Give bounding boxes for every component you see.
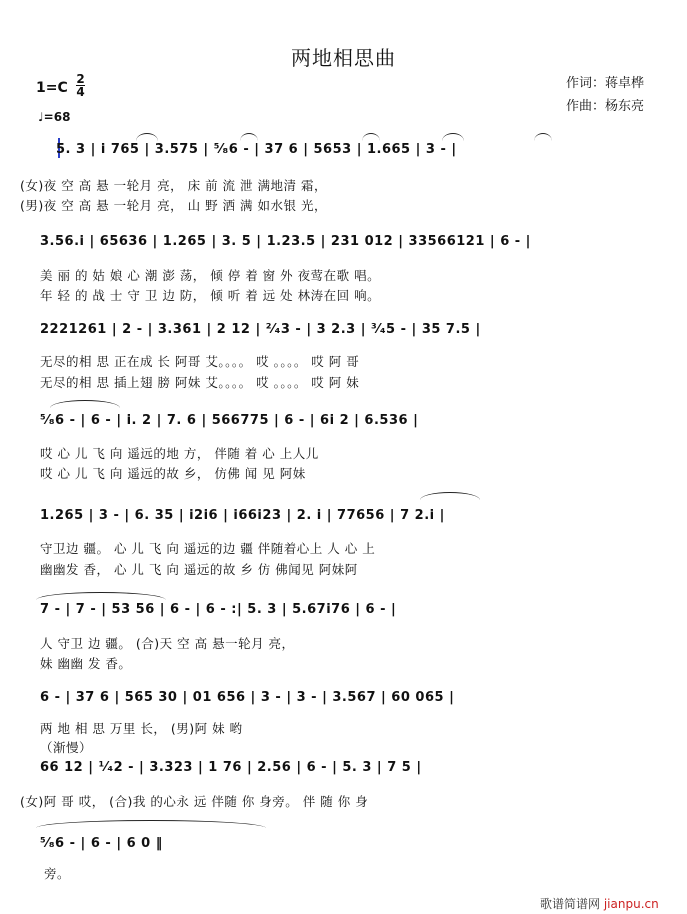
time-sig-bottom: 4 (76, 85, 85, 99)
notes-system-8: 66 12 | ¹⁄₄2 - | 3.323 | 1 76 | 2.56 | 6 - | 5. 3 | 7 5 | (40, 760, 422, 775)
lyricist-credit: 作词：蒋卓桦 (566, 76, 645, 91)
lyrics-system-4-line-1: 哎 心 儿 飞 向 遥远的地 方， 伴随 着 心 上人儿 (40, 446, 319, 461)
lyrics-system-5-line-1: 守卫边 疆。 心 儿 飞 向 遥远的边 疆 伴随着心上 人 心 上 (40, 541, 376, 556)
slur-mark (36, 592, 166, 600)
slur-mark (240, 133, 258, 141)
lyrics-system-5-line-2: 幽幽发 香， 心 儿 飞 向 遥远的故 乡 仿 佛闻见 阿妹阿 (40, 562, 358, 577)
lyrics-system-9-line-1: 旁。 (44, 866, 71, 881)
lyrics-system-1-line-1: (女)夜 空 高 悬 一轮月 亮， 床 前 流 泄 满地清 霜， (20, 178, 327, 193)
slur-mark (442, 133, 464, 141)
lyrics-system-7-line-1: 两 地 相 思 万里 长， (男)阿 妹 哟 (40, 721, 243, 736)
time-sig-top: 2 (76, 72, 85, 86)
notes-system-6: 7 - | 7 - | 53 56 | 6 - | 6 - :| 5. 3 | 5.67i76 | 6 - | (40, 602, 397, 617)
notes-system-9: ⁵⁄₈6 - | 6 - | 6 0 ‖ (40, 836, 163, 851)
notes-system-3: 2221261 | 2 - | 3.361 | 2 12 | ²⁄₄3 - | 3 2.3 | ³⁄₄5 - | 35 7.5 | (40, 322, 481, 337)
slur-mark (36, 820, 266, 828)
lyrics-system-6-line-1: 人 守卫 边 疆。 (合)天 空 高 悬一轮月 亮， (40, 636, 295, 651)
song-title: 两地相思曲 (291, 46, 396, 70)
notes-system-2: 3.56.i | 65636 | 1.265 | 3. 5 | 1.23.5 | 231 012 | 33566121 | 6 - | (40, 234, 531, 249)
lyrics-system-8-line-1: (女)阿 哥 哎， (合)我 的心永 远 伴随 你 身旁。 伴 随 你 身 (20, 794, 369, 809)
notes-system-4: ⁵⁄₈6 - | 6 - | i. 2 | 7. 6 | 566775 | 6 - | 6i 2 | 6.536 | (40, 413, 419, 428)
notes-system-5: 1.265 | 3 - | 6. 35 | i2i6 | i66i23 | 2. i | 77656 | 7 2.i | (40, 508, 445, 523)
lyrics-system-2-line-2: 年 轻 的 战 士 守 卫 边 防， 倾 听 着 远 处 林涛在回 响。 (40, 288, 381, 303)
watermark-text: 歌谱简谱网 (540, 897, 601, 911)
notes-system-1: 5. 3 | i 765 | 3.575 | ⁵⁄₈6 - | 37 6 | 5653 | 1.665 | 3 - | (56, 142, 457, 157)
lyrics-system-7-line-2: （渐慢） (40, 740, 93, 755)
lyrics-system-1-line-2: (男)夜 空 高 悬 一轮月 亮， 山 野 洒 满 如水银 光， (20, 198, 327, 213)
watermark (540, 895, 659, 912)
composer-credit: 作曲：杨东亮 (566, 99, 645, 114)
tempo-marking: ♩=68 (38, 110, 71, 124)
lyrics-system-3-line-1: 无尽的相 思 正在成 长 阿哥 艾。。。。 哎 。。。。 哎 阿 哥 (40, 354, 360, 369)
notes-system-7: 6 - | 37 6 | 565 30 | 01 656 | 3 - | 3 - | 3.567 | 60 065 | (40, 690, 455, 705)
slur-mark (136, 133, 158, 141)
time-signature (76, 73, 85, 98)
lyrics-system-2-line-1: 美 丽 的 姑 娘 心 潮 澎 荡， 倾 停 着 窗 外 夜莺在歌 唱。 (40, 268, 381, 283)
slur-mark (534, 133, 552, 141)
slur-mark (50, 400, 120, 408)
lyrics-system-3-line-2: 无尽的相 思 插上翅 膀 阿妹 艾。。。。 哎 。。。。 哎 阿 妹 (40, 375, 360, 390)
slur-mark (420, 492, 480, 500)
lyrics-system-6-line-2: 妹 幽幽 发 香。 (40, 656, 132, 671)
lyrics-system-4-line-2: 哎 心 儿 飞 向 遥远的故 乡， 仿佛 闻 见 阿妹 (40, 466, 306, 481)
watermark-url: jianpu.cn (603, 897, 659, 911)
slur-mark (362, 133, 380, 141)
key-signature: 1=C (36, 80, 68, 96)
